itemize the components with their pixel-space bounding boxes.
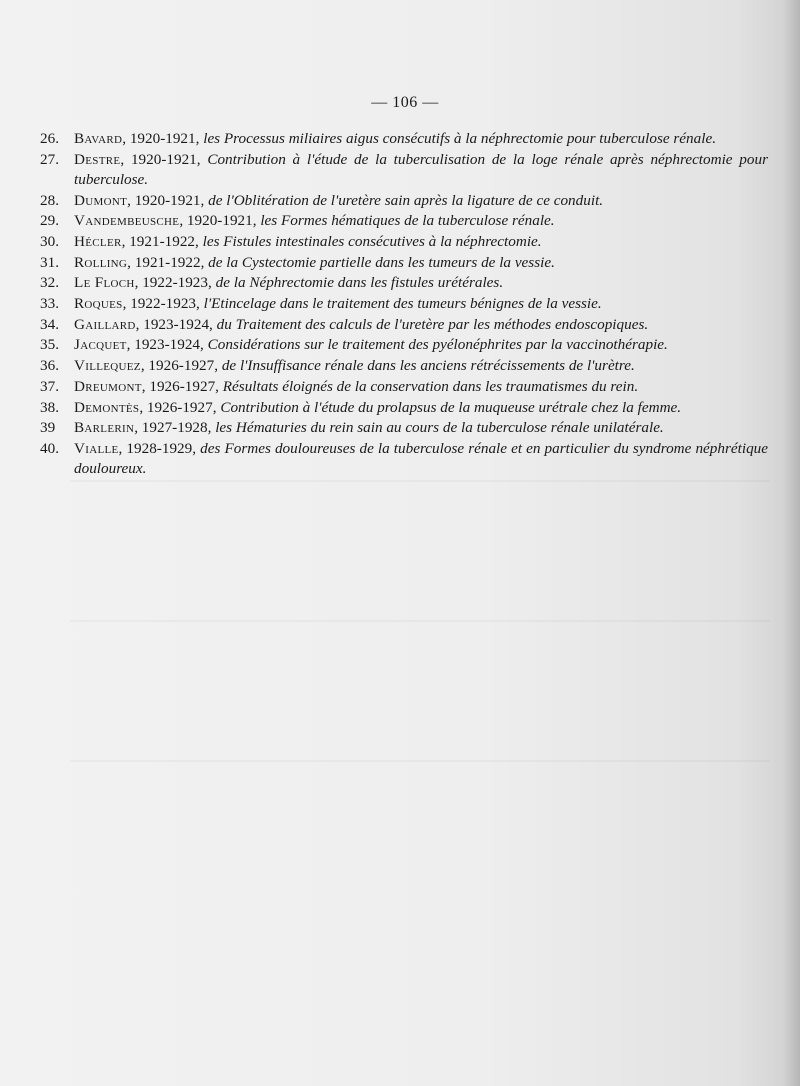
entry-title: de l'Oblitération de l'uretère sain après la ligature de ce conduit. xyxy=(208,191,604,209)
list-item xyxy=(40,232,768,252)
list-item xyxy=(40,191,768,211)
entry-author: Dreumont xyxy=(74,377,142,395)
entry-title: Contribution à l'étude de la tuberculisation de la loge rénale après néphrectomie pour tuberculose. xyxy=(74,150,768,188)
entry-number: 26. xyxy=(40,130,59,147)
entry-number: 38. xyxy=(40,398,59,416)
entry-title: les Hématuries du rein sain au cours de la tuberculose rénale unilatérale. xyxy=(215,419,664,437)
page-number: — 106 — xyxy=(371,94,439,111)
entry-title: Contribution à l'étude du prolapsus de la muqueuse urétrale chez la femme. xyxy=(220,398,682,416)
entry-years: , 1922-1923, xyxy=(122,295,204,313)
entry-author: Dumont xyxy=(74,191,128,209)
entry-years: , 1922-1923, xyxy=(134,274,216,292)
entry-text xyxy=(74,191,768,211)
entry-author: Roques xyxy=(74,295,123,313)
list-item xyxy=(40,150,768,191)
list-item xyxy=(40,398,768,418)
thesis-list xyxy=(40,129,768,480)
entry-author: Demontès xyxy=(74,398,140,416)
entry-author: Gaillard xyxy=(74,315,136,333)
entry-years: , 1926-1927, xyxy=(141,377,223,395)
entry-author: Bavard xyxy=(74,130,123,147)
entry-text xyxy=(74,398,768,418)
entry-years: , 1921-1922, xyxy=(121,233,203,251)
entry-title: de la Néphrectomie dans les fistules urétérales. xyxy=(215,274,504,292)
entry-text xyxy=(74,418,768,438)
entry-years: , 1926-1927, xyxy=(139,398,221,416)
entry-years: , 1920-1921, xyxy=(120,150,208,168)
entry-text xyxy=(74,253,768,273)
entry-number: 27. xyxy=(40,150,59,168)
entry-number: 32. xyxy=(40,274,59,292)
entry-number: 33. xyxy=(40,295,59,313)
entry-author: Vialle xyxy=(74,439,119,457)
list-item xyxy=(40,356,768,376)
entry-title: les Fistules intestinales consécutives à la néphrectomie. xyxy=(202,233,542,251)
entry-years: , 1920-1921, xyxy=(122,130,204,147)
show-through-line xyxy=(70,480,770,482)
entry-author: Villequez xyxy=(74,357,141,375)
entry-author: Destre xyxy=(74,150,121,168)
entry-number: 39 xyxy=(40,419,56,437)
entry-text xyxy=(74,232,768,252)
entry-number: 37. xyxy=(40,377,59,395)
entry-text xyxy=(74,315,768,335)
entry-years: , 1928-1929, xyxy=(118,439,201,457)
entry-author: Le Floch xyxy=(74,274,135,292)
entry-text xyxy=(74,294,768,314)
show-through-line xyxy=(70,760,770,762)
list-item xyxy=(40,439,768,480)
entry-text xyxy=(74,356,768,376)
entry-title: des Formes douloureuses de la tuberculose rénale et en particulier du syndrome néphrétique douloureux. xyxy=(74,439,769,478)
entry-years: , 1927-1928, xyxy=(134,419,216,437)
list-item xyxy=(40,335,768,355)
entry-author: Rolling xyxy=(74,253,128,271)
entry-text xyxy=(74,377,768,397)
list-item xyxy=(40,315,768,335)
entry-years: , 1926-1927, xyxy=(140,357,222,375)
entry-text xyxy=(74,273,768,293)
entry-text xyxy=(74,439,768,480)
list-item xyxy=(40,377,768,397)
entry-title: Considérations sur le traitement des pyélonéphrites par la vaccinothérapie. xyxy=(207,336,668,354)
entry-number: 28. xyxy=(40,191,59,209)
entry-author: Hécler xyxy=(74,233,122,251)
entry-number: 36. xyxy=(40,357,59,375)
entry-title: les Processus miliaires aigus consécutifs à la néphrectomie pour tuberculose rénale. xyxy=(203,130,716,147)
entry-author: Barlerin xyxy=(74,419,135,437)
entry-title: du Traitement des calculs de l'uretère par les méthodes endoscopiques. xyxy=(216,315,649,333)
entry-title: de l'Insuffisance rénale dans les anciens rétrécissements de l'urètre. xyxy=(221,357,635,375)
entry-number: 29. xyxy=(40,212,59,230)
entry-title: Résultats éloignés de la conservation dans les traumatismes du rein. xyxy=(222,377,639,395)
entry-title: l'Etincelage dans le traitement des tumeurs bénignes de la vessie. xyxy=(203,295,602,313)
entry-text xyxy=(74,150,768,191)
entry-text xyxy=(74,335,768,355)
entry-title: les Formes hématiques de la tuberculose rénale. xyxy=(260,212,555,230)
entry-years: , 1923-1924, xyxy=(135,315,217,333)
list-item xyxy=(40,273,768,293)
entry-years: , 1921-1922, xyxy=(127,253,209,271)
entry-author: Vandembeusche xyxy=(74,212,180,230)
list-item xyxy=(40,294,768,314)
entry-text xyxy=(74,211,768,231)
entry-author: Jacquet xyxy=(74,336,127,354)
entry-years: , 1920-1921, xyxy=(179,212,261,230)
entry-text xyxy=(74,129,768,149)
entry-number: 35. xyxy=(40,336,59,354)
scan-shadow-edge xyxy=(782,0,800,1086)
entry-years: , 1923-1924, xyxy=(126,336,208,354)
entry-number: 34. xyxy=(40,315,59,333)
list-item xyxy=(40,253,768,273)
show-through-line xyxy=(70,620,770,622)
entry-number: 31. xyxy=(40,253,59,271)
list-item xyxy=(40,211,768,231)
list-item xyxy=(40,418,768,438)
entry-number: 40. xyxy=(40,439,59,457)
entry-years: , 1920-1921, xyxy=(127,191,209,209)
entry-title: de la Cystectomie partielle dans les tumeurs de la vessie. xyxy=(208,253,555,271)
entry-number: 30. xyxy=(40,233,59,251)
list-item xyxy=(40,129,768,149)
